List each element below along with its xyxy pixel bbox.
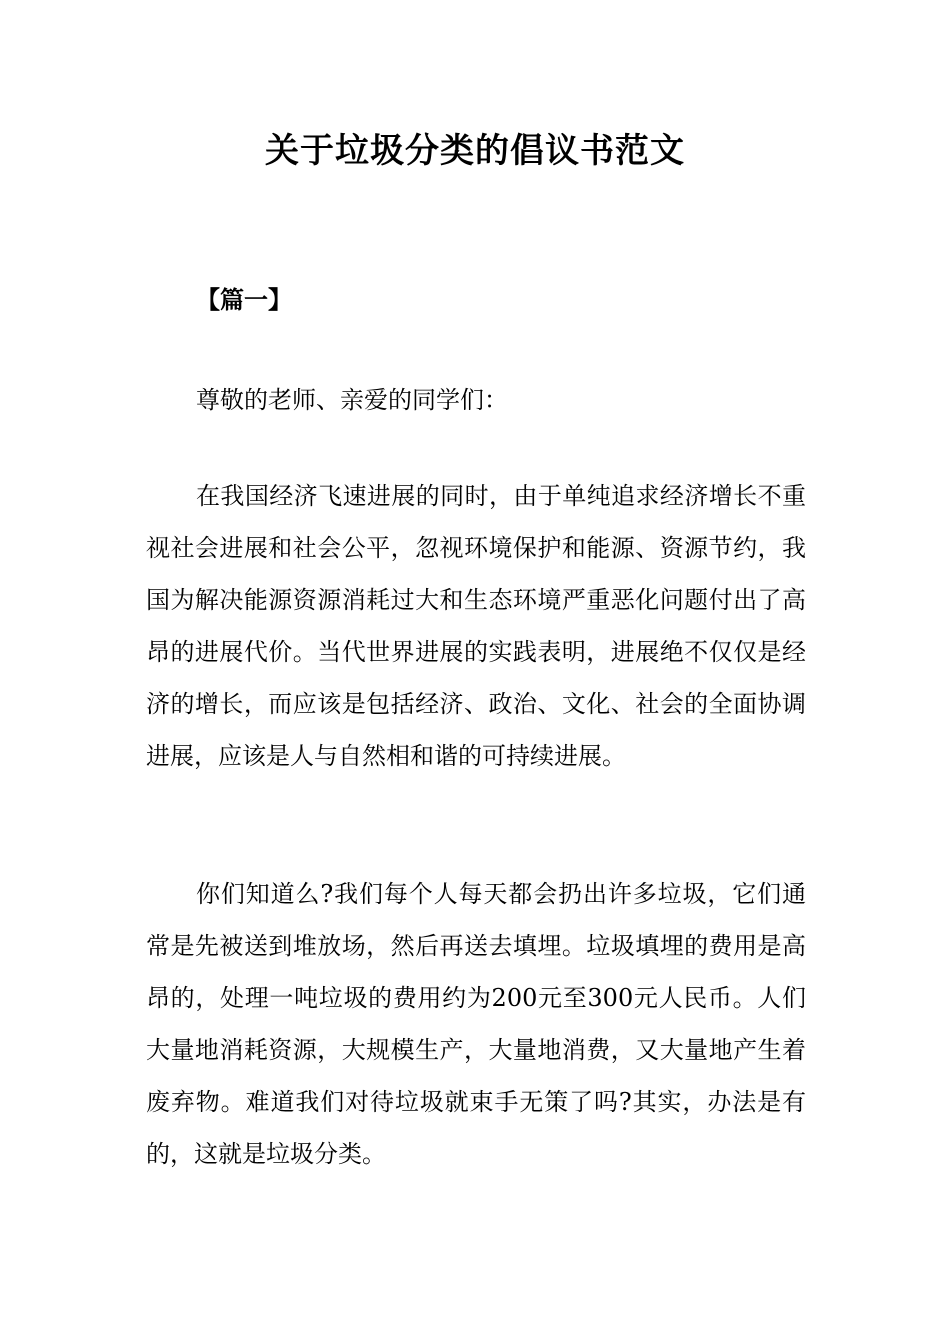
salutation: 尊敬的老师、亲爱的同学们： — [196, 386, 508, 414]
body-paragraph-1: 在我国经济飞速进展的同时，由于单纯追求经济增长不重视社会进展和社会公平，忽视环境保护和能源、资源节约，我国为解决能源资源消耗过大和生态环境严重恶化问题付出了高昂的进展代价。当代世界进展的实践表明，进展绝不仅仅是经济的增长，而应该是包括经济、政治、文化、社会的全面协调进展，应该是人与自然相和谐的可持续进展。 — [146, 482, 806, 770]
body-paragraph-2: 你们知道么?我们每个人每天都会扔出许多垃圾，它们通常是先被送到堆放场，然后再送去填埋。垃圾填埋的费用是高昂的，处理一吨垃圾的费用约为200元至300元人民币。人们大量地消耗资源，大规模生产，大量地消费，又大量地产生着废弃物。难道我们对待垃圾就束手无策了吗?其实，办法是有的，这就是垃圾分类。 — [146, 880, 806, 1168]
section-label: 【篇一】 — [196, 286, 292, 314]
document-title: 关于垃圾分类的倡议书范文 — [265, 131, 685, 171]
